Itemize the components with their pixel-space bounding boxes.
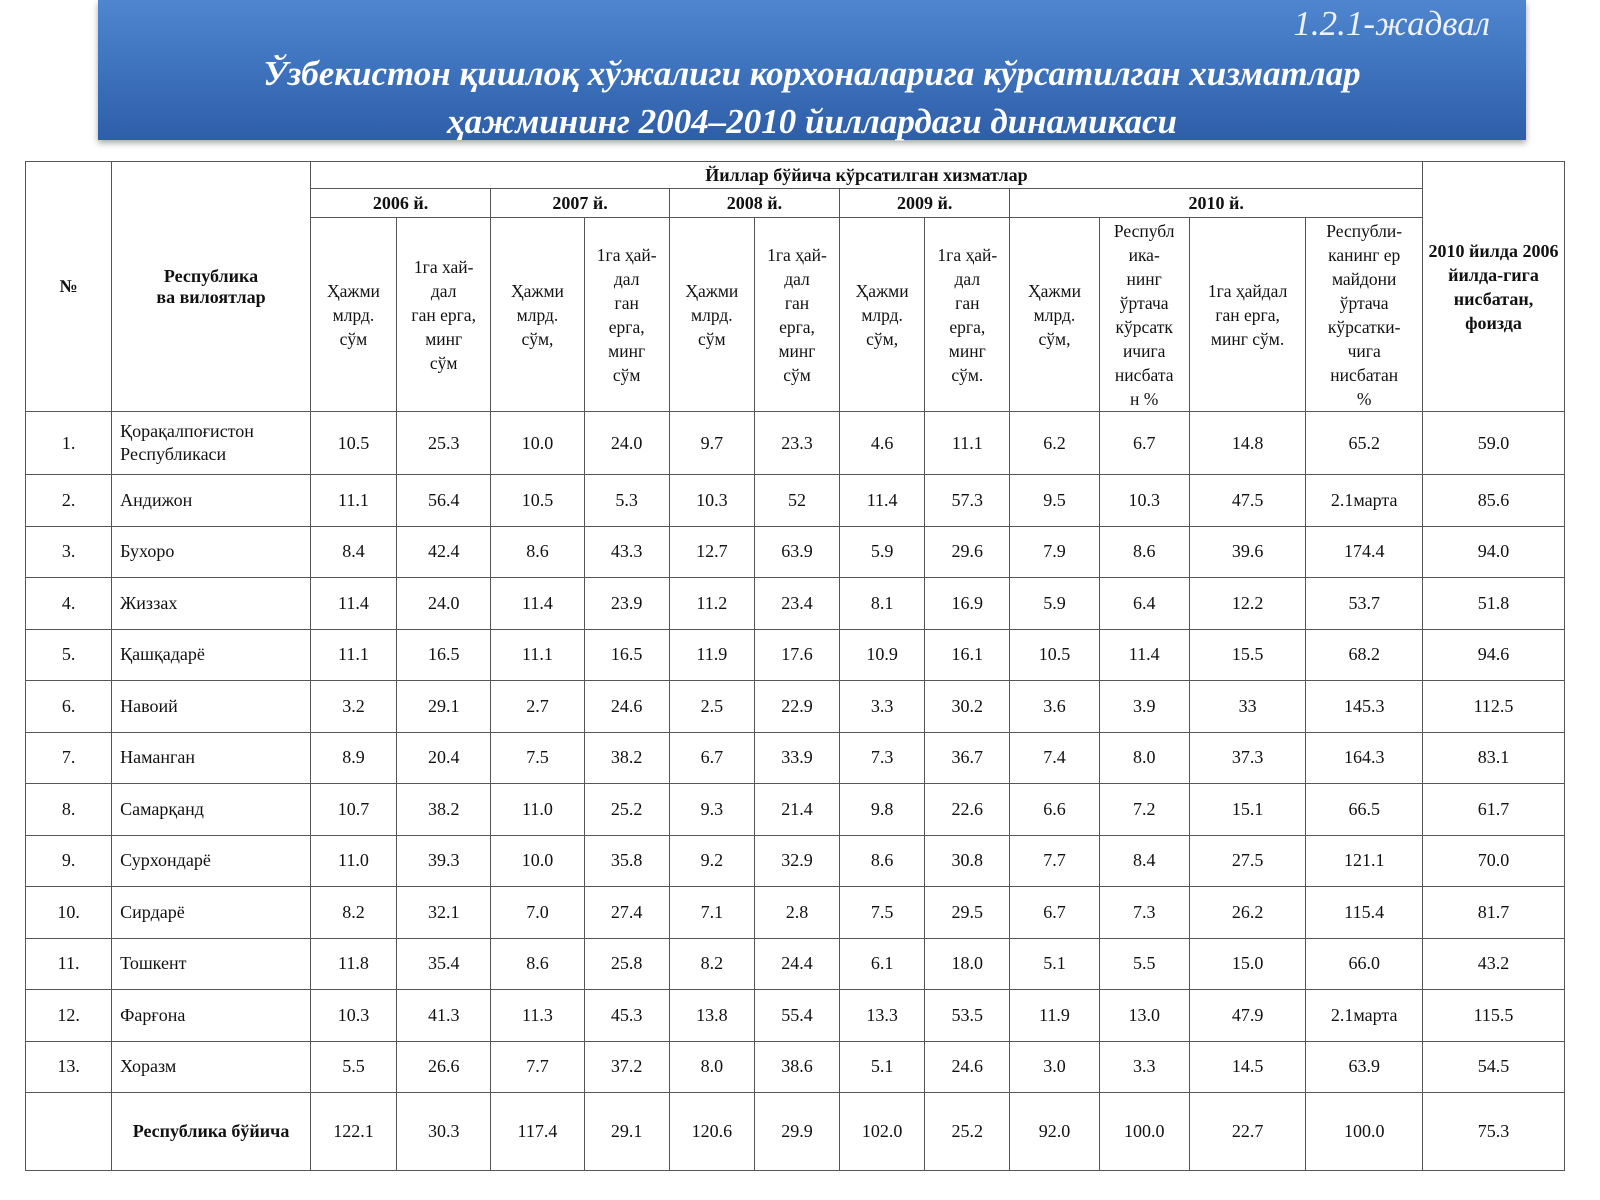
table-cell: 8.6 — [491, 526, 584, 578]
table-cell: 10.5 — [1010, 629, 1099, 681]
table-cell: 11.4 — [840, 475, 925, 527]
region-name: Жиззах — [112, 578, 311, 630]
table-cell: 38.2 — [397, 784, 491, 836]
table-cell: 47.9 — [1189, 990, 1306, 1042]
table-cell: 33 — [1189, 681, 1306, 733]
table-cell: 27.4 — [584, 887, 669, 939]
table-cell: 9.5 — [1010, 475, 1099, 527]
column-header-ratio: 2010 йилда 2006 йилда-гига нисбатан, фоизда — [1423, 162, 1565, 412]
table-cell: 11.4 — [310, 578, 396, 630]
table-cell: 10.0 — [491, 835, 584, 887]
total-label: Республика бўйича — [112, 1093, 311, 1171]
total-cell: 75.3 — [1423, 1093, 1565, 1171]
table-cell: 94.6 — [1423, 629, 1565, 681]
table-cell: 7.0 — [491, 887, 584, 939]
table-cell: 26.6 — [397, 1041, 491, 1093]
table-cell: 2.1марта — [1306, 990, 1423, 1042]
row-number: 12. — [26, 990, 112, 1042]
table-cell: 22.9 — [754, 681, 839, 733]
table-cell: 29.6 — [925, 526, 1010, 578]
table-cell: 36.7 — [925, 732, 1010, 784]
table-cell: 11.4 — [491, 578, 584, 630]
row-number: 6. — [26, 681, 112, 733]
table-cell: 8.9 — [310, 732, 396, 784]
table-cell: 16.5 — [397, 629, 491, 681]
table-cell: 7.7 — [491, 1041, 584, 1093]
table-cell: 5.5 — [310, 1041, 396, 1093]
table-cell: 43.2 — [1423, 938, 1565, 990]
column-header-number: № — [26, 162, 112, 412]
table-row — [26, 629, 1565, 681]
column-subheader: Ҳажми млрд. сўм — [310, 218, 396, 412]
region-name: Самарқанд — [112, 784, 311, 836]
table-cell: 17.6 — [754, 629, 839, 681]
table-cell: 23.9 — [584, 578, 669, 630]
table-cell: 81.7 — [1423, 887, 1565, 939]
table-row — [26, 1041, 1565, 1093]
table-row — [26, 732, 1565, 784]
table-cell: 2.7 — [491, 681, 584, 733]
table-cell: 33.9 — [754, 732, 839, 784]
table-cell: 24.4 — [754, 938, 839, 990]
table-cell: 13.0 — [1099, 990, 1189, 1042]
table-row — [26, 990, 1565, 1042]
table-cell: 63.9 — [754, 526, 839, 578]
row-number: 8. — [26, 784, 112, 836]
table-cell: 164.3 — [1306, 732, 1423, 784]
table-cell: 53.7 — [1306, 578, 1423, 630]
table-cell: 3.9 — [1099, 681, 1189, 733]
table-cell: 25.3 — [397, 412, 491, 475]
table-cell: 24.6 — [584, 681, 669, 733]
table-cell: 10.3 — [310, 990, 396, 1042]
table-cell: 63.9 — [1306, 1041, 1423, 1093]
column-subheader: Республ ика- нинг ўртача кўрсатк ичига нисбата н % — [1099, 218, 1189, 412]
table-cell: 7.3 — [1099, 887, 1189, 939]
table-cell: 15.0 — [1189, 938, 1306, 990]
table-cell: 42.4 — [397, 526, 491, 578]
table-row — [26, 835, 1565, 887]
table-cell: 35.4 — [397, 938, 491, 990]
table-cell: 26.2 — [1189, 887, 1306, 939]
table-cell: 3.3 — [840, 681, 925, 733]
region-name: Қорақалпоғистон Республикаси — [112, 412, 311, 475]
table-cell: 8.6 — [840, 835, 925, 887]
table-cell: 8.4 — [1099, 835, 1189, 887]
table-row — [26, 681, 1565, 733]
table-cell: 25.8 — [584, 938, 669, 990]
table-cell: 66.5 — [1306, 784, 1423, 836]
table-cell: 3.6 — [1010, 681, 1099, 733]
total-cell: 22.7 — [1189, 1093, 1306, 1171]
table-cell: 53.5 — [925, 990, 1010, 1042]
total-cell: 29.1 — [584, 1093, 669, 1171]
table-number: 1.2.1-жадвал — [1293, 4, 1490, 43]
table-cell: 56.4 — [397, 475, 491, 527]
table-cell: 2.8 — [754, 887, 839, 939]
year-header: 2007 й. — [491, 189, 669, 218]
row-number: 4. — [26, 578, 112, 630]
total-cell: 25.2 — [925, 1093, 1010, 1171]
table-row — [26, 887, 1565, 939]
table-cell: 9.2 — [669, 835, 754, 887]
table-cell: 7.4 — [1010, 732, 1099, 784]
table-cell: 38.2 — [584, 732, 669, 784]
services-table — [25, 161, 1565, 1171]
table-cell: 14.8 — [1189, 412, 1306, 475]
table-cell: 7.7 — [1010, 835, 1099, 887]
table-cell: 20.4 — [397, 732, 491, 784]
table-row — [26, 412, 1565, 475]
table-cell: 83.1 — [1423, 732, 1565, 784]
table-cell: 2.1марта — [1306, 475, 1423, 527]
table-cell: 24.6 — [925, 1041, 1010, 1093]
table-cell: 5.3 — [584, 475, 669, 527]
title-banner — [98, 0, 1526, 140]
total-cell: 100.0 — [1306, 1093, 1423, 1171]
table-cell: 8.2 — [310, 887, 396, 939]
table-cell: 25.2 — [584, 784, 669, 836]
region-name: Фарғона — [112, 990, 311, 1042]
table-row — [26, 578, 1565, 630]
table-cell: 3.2 — [310, 681, 396, 733]
table-cell: 2.5 — [669, 681, 754, 733]
table-cell: 112.5 — [1423, 681, 1565, 733]
table-cell: 32.1 — [397, 887, 491, 939]
table-cell: 11.1 — [310, 629, 396, 681]
table-cell: 85.6 — [1423, 475, 1565, 527]
table-cell: 9.3 — [669, 784, 754, 836]
row-number: 9. — [26, 835, 112, 887]
table-cell: 65.2 — [1306, 412, 1423, 475]
total-cell: 117.4 — [491, 1093, 584, 1171]
region-name: Андижон — [112, 475, 311, 527]
table-cell: 121.1 — [1306, 835, 1423, 887]
table-cell: 10.7 — [310, 784, 396, 836]
table-cell: 5.9 — [1010, 578, 1099, 630]
table-cell: 66.0 — [1306, 938, 1423, 990]
table-cell: 7.5 — [491, 732, 584, 784]
column-subheader: Ҳажми млрд. сўм, — [491, 218, 584, 412]
row-number: 2. — [26, 475, 112, 527]
total-cell: 30.3 — [397, 1093, 491, 1171]
table-cell: 3.3 — [1099, 1041, 1189, 1093]
table-cell: 14.5 — [1189, 1041, 1306, 1093]
table-cell: 6.7 — [1010, 887, 1099, 939]
table-cell: 54.5 — [1423, 1041, 1565, 1093]
table-cell: 45.3 — [584, 990, 669, 1042]
table-cell: 5.1 — [1010, 938, 1099, 990]
table-cell: 32.9 — [754, 835, 839, 887]
year-header: 2008 й. — [669, 189, 839, 218]
table-cell: 9.8 — [840, 784, 925, 836]
table-row — [26, 475, 1565, 527]
table-cell: 22.6 — [925, 784, 1010, 836]
table-cell: 27.5 — [1189, 835, 1306, 887]
row-number: 1. — [26, 412, 112, 475]
table-cell: 23.3 — [754, 412, 839, 475]
table-cell: 38.6 — [754, 1041, 839, 1093]
column-subheader: Ҳажми млрд. сўм, — [840, 218, 925, 412]
region-name: Тошкент — [112, 938, 311, 990]
page-title — [98, 50, 1526, 146]
table-cell: 8.6 — [491, 938, 584, 990]
table-cell: 8.6 — [1099, 526, 1189, 578]
table-cell: 16.5 — [584, 629, 669, 681]
table-cell: 11.0 — [310, 835, 396, 887]
total-cell: 120.6 — [669, 1093, 754, 1171]
table-cell: 47.5 — [1189, 475, 1306, 527]
column-subheader: Республи- канинг ер майдони ўртача кўрсатки- чига нисбатан % — [1306, 218, 1423, 412]
row-number: 7. — [26, 732, 112, 784]
table-cell: 5.5 — [1099, 938, 1189, 990]
table-cell: 9.7 — [669, 412, 754, 475]
table-cell: 11.1 — [925, 412, 1010, 475]
table-row — [26, 938, 1565, 990]
column-group-header: Йиллар бўйича кўрсатилган хизматлар — [310, 162, 1422, 189]
table-cell: 11.1 — [310, 475, 396, 527]
table-cell: 4.6 — [840, 412, 925, 475]
table-cell: 11.3 — [491, 990, 584, 1042]
table-row — [26, 784, 1565, 836]
total-cell: 102.0 — [840, 1093, 925, 1171]
table-cell: 115.5 — [1423, 990, 1565, 1042]
table-cell: 55.4 — [754, 990, 839, 1042]
table-cell: 7.9 — [1010, 526, 1099, 578]
table-cell: 18.0 — [925, 938, 1010, 990]
row-number: 13. — [26, 1041, 112, 1093]
table-cell: 35.8 — [584, 835, 669, 887]
table-cell: 5.9 — [840, 526, 925, 578]
table-cell: 11.4 — [1099, 629, 1189, 681]
region-name: Сирдарё — [112, 887, 311, 939]
table-cell: 41.3 — [397, 990, 491, 1042]
table-cell: 12.7 — [669, 526, 754, 578]
table-cell: 59.0 — [1423, 412, 1565, 475]
table-cell: 39.3 — [397, 835, 491, 887]
row-number: 3. — [26, 526, 112, 578]
table-cell: 11.1 — [491, 629, 584, 681]
table-cell: 70.0 — [1423, 835, 1565, 887]
table-cell: 30.2 — [925, 681, 1010, 733]
column-subheader: 1га хай- дал ган ерга, минг сўм — [397, 218, 491, 412]
table-cell: 16.1 — [925, 629, 1010, 681]
total-cell: 92.0 — [1010, 1093, 1099, 1171]
table-cell: 10.3 — [1099, 475, 1189, 527]
table-cell: 29.5 — [925, 887, 1010, 939]
table-cell: 6.6 — [1010, 784, 1099, 836]
table-cell: 24.0 — [397, 578, 491, 630]
table-cell: 16.9 — [925, 578, 1010, 630]
table-cell: 29.1 — [397, 681, 491, 733]
table-cell: 5.1 — [840, 1041, 925, 1093]
year-header: 2010 й. — [1010, 189, 1423, 218]
table-cell: 7.1 — [669, 887, 754, 939]
total-cell: 122.1 — [310, 1093, 396, 1171]
table-cell: 13.8 — [669, 990, 754, 1042]
total-cell: 29.9 — [754, 1093, 839, 1171]
table-cell: 15.5 — [1189, 629, 1306, 681]
page-title-line-2: ҳажмининг 2004–2010 йиллардаги динамикаси — [447, 102, 1177, 141]
table-cell: 61.7 — [1423, 784, 1565, 836]
row-number: 5. — [26, 629, 112, 681]
table-cell: 23.4 — [754, 578, 839, 630]
table-cell: 8.1 — [840, 578, 925, 630]
column-subheader: 1га ҳай- дал ган ерга, минг сўм — [754, 218, 839, 412]
table-cell: 57.3 — [925, 475, 1010, 527]
table-cell: 6.1 — [840, 938, 925, 990]
year-header: 2006 й. — [310, 189, 490, 218]
region-name: Хоразм — [112, 1041, 311, 1093]
table-row — [26, 526, 1565, 578]
table-cell: 10.3 — [669, 475, 754, 527]
table-cell: 3.0 — [1010, 1041, 1099, 1093]
region-name: Навоий — [112, 681, 311, 733]
table-cell: 6.7 — [1099, 412, 1189, 475]
table-cell: 10.0 — [491, 412, 584, 475]
column-header-region: Республика ва вилоятлар — [112, 162, 311, 412]
row-number: 10. — [26, 887, 112, 939]
table-cell: 37.3 — [1189, 732, 1306, 784]
row-number: 11. — [26, 938, 112, 990]
column-subheader: 1га ҳай- дал ган ерга, минг сўм — [584, 218, 669, 412]
table-cell: 6.7 — [669, 732, 754, 784]
table-cell: 145.3 — [1306, 681, 1423, 733]
column-subheader: 1га ҳай- дал ган ерга, минг сўм. — [925, 218, 1010, 412]
table-cell: 37.2 — [584, 1041, 669, 1093]
table-cell: 11.8 — [310, 938, 396, 990]
table-cell: 115.4 — [1306, 887, 1423, 939]
column-subheader: 1га ҳайдал ган ерга, минг сўм. — [1189, 218, 1306, 412]
table-cell: 10.5 — [310, 412, 396, 475]
table-cell: 11.2 — [669, 578, 754, 630]
region-name: Қашқадарё — [112, 629, 311, 681]
table-cell: 8.2 — [669, 938, 754, 990]
table-cell: 15.1 — [1189, 784, 1306, 836]
total-number-cell — [26, 1093, 112, 1171]
table-cell: 11.9 — [669, 629, 754, 681]
table-cell: 43.3 — [584, 526, 669, 578]
region-name: Сурхондарё — [112, 835, 311, 887]
table-cell: 6.4 — [1099, 578, 1189, 630]
table-cell: 10.9 — [840, 629, 925, 681]
table-cell: 6.2 — [1010, 412, 1099, 475]
table-cell: 52 — [754, 475, 839, 527]
total-cell: 100.0 — [1099, 1093, 1189, 1171]
table-cell: 39.6 — [1189, 526, 1306, 578]
region-name: Бухоро — [112, 526, 311, 578]
table-cell: 11.0 — [491, 784, 584, 836]
table-cell: 7.2 — [1099, 784, 1189, 836]
table-cell: 8.0 — [669, 1041, 754, 1093]
table-cell: 68.2 — [1306, 629, 1423, 681]
column-subheader: Ҳажми млрд. сўм — [669, 218, 754, 412]
table-cell: 174.4 — [1306, 526, 1423, 578]
table-cell: 8.4 — [310, 526, 396, 578]
year-header: 2009 й. — [840, 189, 1010, 218]
table-cell: 24.0 — [584, 412, 669, 475]
table-cell: 21.4 — [754, 784, 839, 836]
column-subheader: Ҳажми млрд. сўм, — [1010, 218, 1099, 412]
table-cell: 8.0 — [1099, 732, 1189, 784]
table-cell: 10.5 — [491, 475, 584, 527]
page-title-line-1: Ўзбекистон қишлоқ хўжалиги корхоналарига кўрсатилган хизматлар — [263, 54, 1361, 93]
table-cell: 12.2 — [1189, 578, 1306, 630]
table-cell: 7.3 — [840, 732, 925, 784]
table-cell: 30.8 — [925, 835, 1010, 887]
table-cell: 51.8 — [1423, 578, 1565, 630]
table-cell: 7.5 — [840, 887, 925, 939]
table-cell: 13.3 — [840, 990, 925, 1042]
region-name: Наманган — [112, 732, 311, 784]
table-cell: 94.0 — [1423, 526, 1565, 578]
table-cell: 11.9 — [1010, 990, 1099, 1042]
